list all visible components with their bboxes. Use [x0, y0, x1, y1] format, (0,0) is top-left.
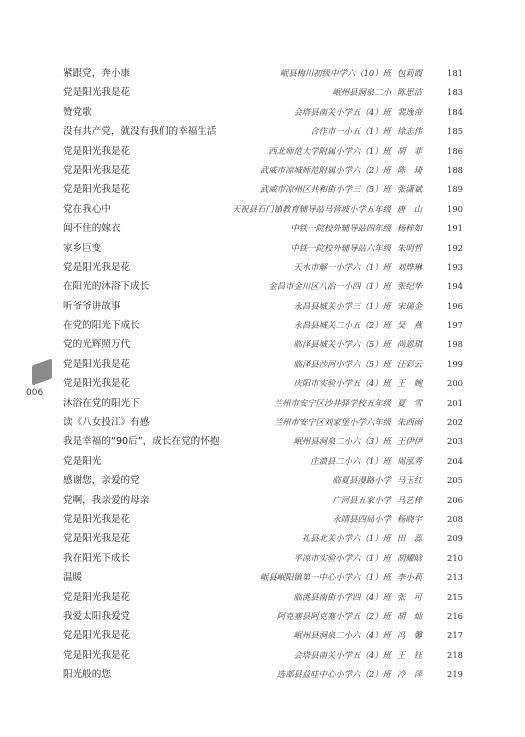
- entry-meta: [294, 549, 463, 568]
- entry-title: 我爱太阳我爱党: [63, 610, 131, 622]
- entry-school: 金昌市金川区八冶一小四（1）班: [268, 281, 391, 292]
- entry-page: 197: [447, 320, 463, 331]
- entry-author: 马玉红: [397, 475, 423, 486]
- toc-entry: [63, 568, 463, 587]
- entry-meta: [260, 568, 463, 587]
- entry-title: 党的光辉照万代: [63, 339, 131, 351]
- entry-meta: [294, 335, 463, 354]
- entry-author: 胡 灿: [397, 610, 423, 621]
- entry-author: 宋瑞金: [397, 300, 423, 311]
- entry-school: 广河县五家小学: [332, 494, 391, 505]
- entry-school: 永靖县四局小学: [332, 513, 391, 524]
- entry-meta: [268, 277, 463, 296]
- entry-title: 在阳光的沐浴下成长: [63, 281, 150, 293]
- entry-author: 杨梓如: [397, 223, 423, 234]
- toc-entry: [63, 161, 463, 180]
- entry-author: 陈思洁: [397, 87, 423, 98]
- toc-entry: [63, 607, 463, 626]
- entry-author: 张纪华: [397, 281, 423, 292]
- entry-meta: [291, 239, 464, 258]
- entry-title: 党是阳光我是花: [63, 649, 131, 661]
- entry-page: 216: [447, 610, 463, 621]
- entry-meta: [294, 355, 463, 374]
- entry-page: 208: [447, 513, 463, 524]
- entry-title: 党是阳光我是花: [63, 630, 131, 642]
- entry-author: 唐 山: [397, 203, 423, 214]
- toc-entry: [63, 549, 463, 568]
- entry-school: 岷州县洞泉二小: [332, 87, 391, 98]
- entry-page: 186: [447, 145, 463, 156]
- entry-meta: [310, 452, 463, 471]
- entry-title: 党在我心中: [63, 203, 111, 215]
- entry-meta: [294, 258, 463, 277]
- entry-meta: [268, 142, 463, 161]
- entry-page: 189: [447, 184, 463, 195]
- entry-meta: [302, 529, 463, 548]
- entry-title: 党是阳光我是花: [63, 358, 131, 370]
- entry-title: 党是阳光: [63, 455, 102, 467]
- entry-author: 张 可: [397, 591, 423, 602]
- entry-author: 冷 萍: [397, 669, 423, 680]
- toc-entry: [63, 374, 463, 393]
- entry-author: 朱明哲: [397, 242, 423, 253]
- toc-entry: [63, 200, 463, 219]
- entry-title: 党是阳光我是花: [63, 513, 131, 525]
- entry-page: 185: [447, 126, 463, 137]
- page-number: 006: [26, 388, 44, 398]
- bookmark-tab-icon: [32, 358, 52, 385]
- entry-page: 192: [447, 242, 463, 253]
- entry-school: 礼县北关小学六（1）班: [301, 533, 391, 544]
- entry-page: 190: [447, 203, 463, 214]
- entry-page: 217: [447, 630, 463, 641]
- entry-meta: [291, 219, 464, 238]
- entry-title: 阳光般的您: [63, 669, 111, 681]
- entry-author: 王伊伊: [397, 436, 423, 447]
- entry-title: 党是阳光我是花: [63, 591, 131, 603]
- entry-title: 党是阳光我是花: [63, 378, 131, 390]
- toc-entry: [63, 491, 463, 510]
- toc-entry: [63, 452, 463, 471]
- entry-meta: [294, 646, 463, 665]
- entry-title: 听爷爷讲故事: [63, 300, 121, 312]
- toc-entry: [63, 239, 463, 258]
- entry-page: 201: [447, 397, 463, 408]
- entry-meta: [280, 64, 463, 83]
- entry-page: 206: [447, 494, 463, 505]
- entry-school: 阿克塞县阿克塞小学五（2）班: [276, 610, 391, 621]
- toc-entry: [63, 626, 463, 645]
- entry-meta: [260, 161, 463, 180]
- toc-entry: [63, 64, 463, 83]
- entry-school: 临夏县漫路小学: [332, 475, 391, 486]
- toc-entry: [63, 413, 463, 432]
- entry-author: 包莉霞: [397, 68, 423, 78]
- entry-title: 沐浴在党的阳光下: [63, 397, 140, 409]
- entry-title: 读《八女投江》有感: [63, 417, 150, 429]
- entry-school: 武威市凉城师范附属小学六（2）班: [260, 164, 391, 175]
- entry-author: 徐志伟: [397, 126, 423, 137]
- entry-school: 临泽县城关小学六（5）班: [293, 339, 391, 350]
- entry-page: 210: [447, 552, 463, 563]
- toc-entry: [63, 529, 463, 548]
- table-of-contents: [63, 64, 463, 685]
- entry-meta: [294, 588, 463, 607]
- entry-meta: [294, 374, 463, 393]
- entry-school: 合作市一小五（1）班: [310, 126, 391, 137]
- entry-school: 选部县益哇中心小学六（2）班: [276, 669, 391, 680]
- entry-title: 紧跟党，奔小康: [63, 68, 131, 79]
- entry-page: 219: [447, 669, 463, 680]
- entry-school: 永昌县城关二小五（2）班: [293, 320, 391, 331]
- toc-entry: [63, 588, 463, 607]
- entry-page: 213: [447, 572, 463, 583]
- toc-entry: [63, 316, 463, 335]
- entry-page: 218: [447, 649, 463, 660]
- entry-meta: [294, 297, 463, 316]
- entry-page: 193: [447, 261, 463, 272]
- entry-author: 周泓秀: [397, 455, 423, 466]
- entry-title: 我在阳光下成长: [63, 552, 131, 564]
- entry-meta: [332, 491, 463, 510]
- entry-page: 194: [447, 281, 463, 292]
- entry-author: 田 蕊: [397, 533, 423, 544]
- toc-entry: [63, 297, 463, 316]
- toc-entry: [63, 83, 463, 102]
- toc-entry: [63, 142, 463, 161]
- entry-page: 181: [447, 68, 463, 78]
- entry-page: 203: [447, 436, 463, 447]
- entry-meta: [310, 122, 463, 141]
- entry-meta: [294, 316, 463, 335]
- toc-entry: [63, 335, 463, 354]
- entry-page: 198: [447, 339, 463, 350]
- toc-entry: [63, 646, 463, 665]
- toc-entry: [63, 665, 463, 684]
- entry-meta: [332, 471, 463, 490]
- entry-title: 党是阳光我是花: [63, 145, 131, 157]
- entry-author: 马艺梓: [397, 494, 423, 505]
- entry-author: 李小莉: [397, 572, 423, 583]
- entry-author: 杨晓宇: [397, 513, 423, 524]
- toc-entry: [63, 180, 463, 199]
- entry-meta: [277, 607, 463, 626]
- entry-school: 庆阳市实验小学五（4）班: [293, 378, 391, 389]
- entry-school: 中铁一院校外辅导站四年级: [290, 223, 391, 234]
- entry-page: 199: [447, 358, 463, 369]
- entry-title: 家乡巨变: [63, 242, 102, 254]
- entry-page: 215: [447, 591, 463, 602]
- entry-page: 202: [447, 417, 463, 428]
- entry-meta: [294, 103, 463, 122]
- entry-school: 兰州市安宁区沙井驿学校五年级: [273, 397, 391, 408]
- entry-page: 191: [447, 223, 463, 234]
- entry-author: 张潇斌: [397, 184, 423, 195]
- entry-page: 200: [447, 378, 463, 389]
- toc-entry: [63, 219, 463, 238]
- entry-meta: [274, 413, 463, 432]
- entry-school: 会塔县南关小学五（4）班: [293, 106, 391, 117]
- toc-entry: [63, 394, 463, 413]
- entry-school: 临洮县南街小学四（4）班: [293, 591, 391, 602]
- entry-page: 204: [447, 455, 463, 466]
- entry-title: 党是阳光我是花: [63, 184, 131, 196]
- entry-author: 刘烨琳: [397, 261, 423, 272]
- entry-school: 永昌县城关小学三（1）班: [293, 300, 391, 311]
- entry-author: 朱西雨: [397, 417, 423, 428]
- entry-meta: [332, 510, 463, 529]
- entry-page: 188: [447, 164, 463, 175]
- entry-school: 岷州县洞泉二小六（4）班: [293, 630, 391, 641]
- entry-school: 庄浪县二小六（1）班: [310, 455, 391, 466]
- entry-school: 岷县岷阳镇第一中心小学六（1）班: [260, 572, 391, 583]
- entry-author: 胡 菲: [397, 145, 423, 156]
- entry-school: 兰州市安宁区刘家堡小学六年级: [273, 417, 391, 428]
- entry-school: 岷县梅川初级中学六（10）班: [279, 68, 391, 78]
- entry-title: 感谢您，亲爱的党: [63, 475, 140, 487]
- entry-author: 汪彩云: [397, 358, 423, 369]
- entry-title: 闻不住的嫁衣: [63, 223, 121, 235]
- entry-meta: [332, 83, 463, 102]
- entry-author: 尚恩琪: [397, 339, 423, 350]
- toc-entry: [63, 432, 463, 451]
- entry-school: 天祝县石门镇教育辅导站马营坡小学五年级: [231, 203, 391, 214]
- entry-meta: [274, 394, 463, 413]
- entry-meta: [260, 180, 463, 199]
- entry-title: 党是阳光我是花: [63, 261, 131, 273]
- page-marker: [26, 362, 60, 412]
- entry-school: 天水市解一小学六（1）班: [293, 261, 391, 272]
- entry-title: 我是幸福的“90后”，成长在党的怀抱: [63, 436, 220, 448]
- toc-entry: [63, 355, 463, 374]
- toc-entry: [63, 103, 463, 122]
- entry-page: 183: [447, 87, 463, 98]
- entry-school: 平凉市实验小学六（1）班: [293, 552, 391, 563]
- entry-title: 没有共产党，就没有我们的幸福生活: [63, 126, 217, 138]
- entry-author: 陈 琦: [397, 164, 423, 175]
- entry-author: 冯 馨: [397, 630, 423, 641]
- entry-author: 夏 雪: [397, 397, 423, 408]
- entry-school: 中铁一院校外辅导站六年级: [290, 242, 391, 253]
- entry-meta: [232, 200, 463, 219]
- toc-entry: [63, 277, 463, 296]
- entry-author: 胡耀晗: [397, 552, 423, 563]
- entry-title: 在党的阳光下成长: [63, 320, 140, 332]
- entry-author: 王 钰: [397, 649, 423, 660]
- entry-page: 209: [447, 533, 463, 544]
- entry-school: 会塔县南关小学五（4）班: [293, 649, 391, 660]
- entry-title: 温暖: [63, 572, 83, 584]
- entry-title: 党啊，我亲爱的母亲: [63, 494, 150, 506]
- entry-meta: [277, 665, 463, 684]
- entry-page: 184: [447, 106, 463, 117]
- entry-meta: [294, 432, 463, 451]
- entry-school: 临泽县沙河小学六（5）班: [293, 358, 391, 369]
- entry-author: 吴 燕: [397, 320, 423, 331]
- entry-title: 赞党歌: [63, 106, 92, 118]
- toc-entry: [63, 258, 463, 277]
- entry-school: 岷州县洞泉二小六（3）班: [293, 436, 391, 447]
- entry-school: 武威市凉州区共和街小学三（5）班: [260, 184, 391, 195]
- entry-title: 党是阳光我是花: [63, 533, 131, 545]
- toc-entry: [63, 471, 463, 490]
- entry-author: 裴逸帝: [397, 106, 423, 117]
- entry-title: 党是阳光我是花: [63, 87, 131, 99]
- entry-meta: [294, 626, 463, 645]
- entry-page: 205: [447, 475, 463, 486]
- entry-school: 西北师范大学附属小学六（1）班: [268, 145, 391, 156]
- toc-entry: [63, 122, 463, 141]
- entry-author: 王 婉: [397, 378, 423, 389]
- entry-page: 196: [447, 300, 463, 311]
- entry-title: 党是阳光我是花: [63, 164, 131, 176]
- toc-entry: [63, 510, 463, 529]
